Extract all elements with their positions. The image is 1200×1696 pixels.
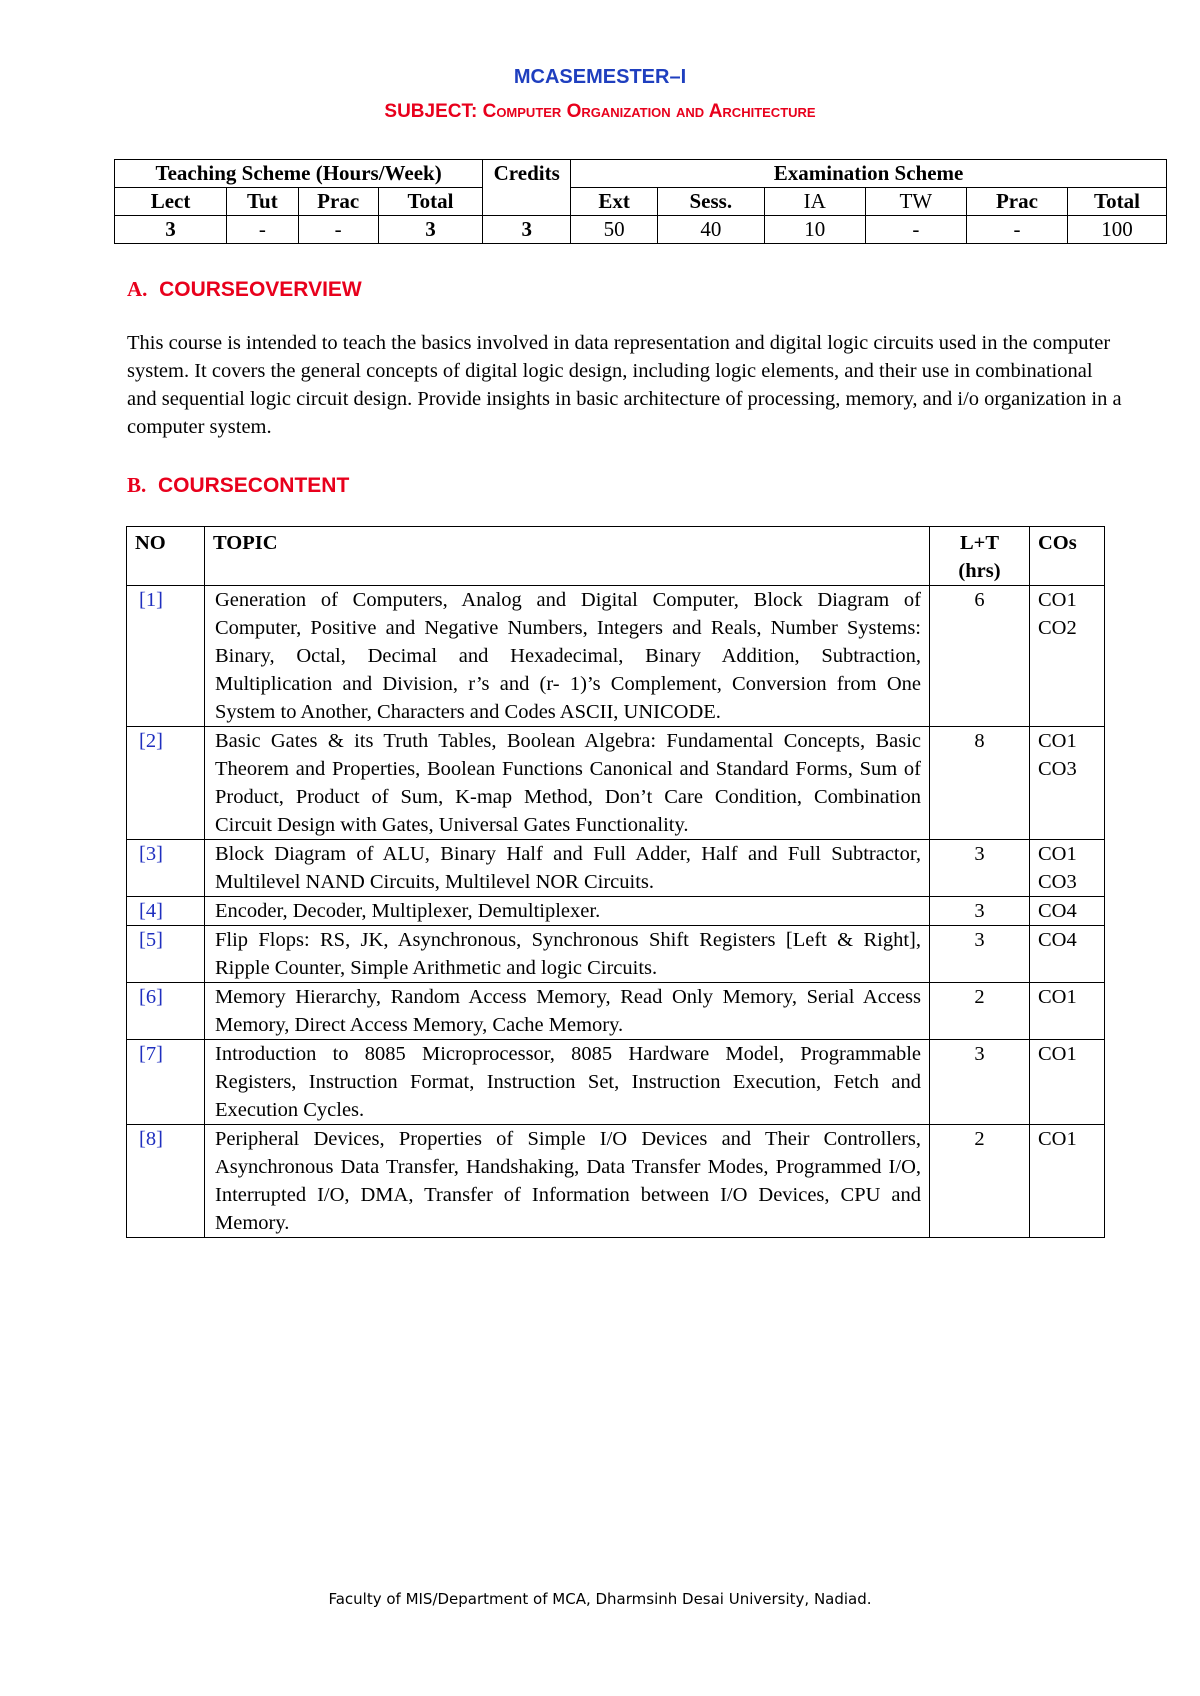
page-footer: Faculty of MIS/Department of MCA, Dharmsinh Desai University, Nadiad. <box>328 1590 872 1608</box>
row-number: [3] <box>127 840 205 897</box>
col-ia: IA <box>764 188 865 216</box>
table-row <box>127 1125 1105 1238</box>
subject-prefix: SUBJECT: <box>384 101 483 122</box>
row-topic: Generation of Computers, Analog and Digital Computer, Block Diagram of Computer, Positive and Negative Numbers, Integers and Reals, Number Systems: Binary, Octal, Decimal and Hexadecimal, Binary Addition, Subtraction, Multiplication and Division, r’s and (r- 1)’s Complement, Conversion from One System to Another, Characters and Codes ASCII, UNICODE. <box>205 586 930 727</box>
row-number: [2] <box>127 727 205 840</box>
row-hours: 2 <box>930 983 1030 1040</box>
col-lect: Lect <box>115 188 227 216</box>
row-number: [8] <box>127 1125 205 1238</box>
col-ext: Ext <box>571 188 658 216</box>
row-hours: 6 <box>930 586 1030 727</box>
row-hours: 3 <box>930 926 1030 983</box>
row-topic: Memory Hierarchy, Random Access Memory, Read Only Memory, Serial Access Memory, Direct Access Memory, Cache Memory. <box>205 983 930 1040</box>
header-cos: COs <box>1030 527 1105 586</box>
content-header-row <box>127 527 1105 586</box>
course-content-table <box>126 526 1105 1238</box>
val-sess: 40 <box>658 216 765 244</box>
row-topic: Block Diagram of ALU, Binary Half and Full Adder, Half and Full Subtractor, Multilevel NAND Circuits, Multilevel NOR Circuits. <box>205 840 930 897</box>
row-hours: 3 <box>930 897 1030 926</box>
exam-scheme-header: Examination Scheme <box>571 160 1167 188</box>
col-tw: TW <box>865 188 966 216</box>
val-exam-total: 100 <box>1068 216 1167 244</box>
row-number: [6] <box>127 983 205 1040</box>
row-cos <box>1030 926 1105 983</box>
row-hours: 2 <box>930 1125 1030 1238</box>
course-outcome: CO1 <box>1038 986 1077 1008</box>
row-hours: 8 <box>930 727 1030 840</box>
val-teaching-total: 3 <box>378 216 482 244</box>
course-outcome: CO1 <box>1038 1043 1077 1065</box>
table-row <box>127 840 1105 897</box>
course-outcome: CO4 <box>1038 929 1077 951</box>
val-exam-prac: - <box>966 216 1067 244</box>
section-b-heading <box>127 473 349 498</box>
semester-title: MCASEMESTER–I <box>513 66 687 88</box>
row-cos <box>1030 586 1105 727</box>
row-cos <box>1030 1040 1105 1125</box>
course-outcome: CO1 <box>1038 730 1077 752</box>
row-topic: Flip Flops: RS, JK, Asynchronous, Synchronous Shift Registers [Left & Right], Ripple Counter, Simple Arithmetic and logic Circuits. <box>205 926 930 983</box>
col-prac: Prac <box>298 188 378 216</box>
course-outcome: CO4 <box>1038 900 1077 922</box>
course-outcome: CO1 <box>1038 589 1077 611</box>
section-a-title: COURSEOVERVIEW <box>159 278 362 301</box>
table-row <box>127 1040 1105 1125</box>
row-topic: Peripheral Devices, Properties of Simple I/O Devices and Their Controllers, Asynchronous Data Transfer, Handshaking, Data Transfer Modes, Programmed I/O, Interrupted I/O, DMA, Transfer of Information between I/O Devices, CPU and Memory. <box>205 1125 930 1238</box>
row-cos <box>1030 1125 1105 1238</box>
row-cos <box>1030 727 1105 840</box>
row-hours: 3 <box>930 1040 1030 1125</box>
course-outcome: CO1 <box>1038 843 1077 865</box>
table-row <box>127 983 1105 1040</box>
row-number: [1] <box>127 586 205 727</box>
table-row <box>127 897 1105 926</box>
section-a-letter: A. <box>127 277 148 301</box>
row-number: [4] <box>127 897 205 926</box>
col-tut: Tut <box>227 188 298 216</box>
row-topic: Encoder, Decoder, Multiplexer, Demultiplexer. <box>205 897 930 926</box>
table-row <box>127 586 1105 727</box>
val-tw: - <box>865 216 966 244</box>
section-a-heading <box>127 277 362 302</box>
col-exam-total: Total <box>1068 188 1167 216</box>
course-outcome: CO1 <box>1038 1128 1077 1150</box>
table-row <box>127 727 1105 840</box>
scheme-table <box>114 159 1167 244</box>
section-b-title: COURSECONTENT <box>157 474 350 497</box>
val-lect: 3 <box>115 216 227 244</box>
subject-name: Computer Organization and Architecture <box>482 101 816 122</box>
credits-header: Credits <box>483 160 571 216</box>
col-teaching-total: Total <box>378 188 482 216</box>
row-number: [7] <box>127 1040 205 1125</box>
val-tut: - <box>227 216 298 244</box>
course-outcome: CO3 <box>1038 871 1077 893</box>
row-topic: Introduction to 8085 Microprocessor, 8085 Hardware Model, Programmable Registers, Instruction Format, Instruction Set, Instruction Execution, Fetch and Execution Cycles. <box>205 1040 930 1125</box>
subject-title <box>0 101 1200 123</box>
val-prac: - <box>298 216 378 244</box>
row-cos <box>1030 840 1105 897</box>
course-outcome: CO2 <box>1038 617 1077 639</box>
val-ext: 50 <box>571 216 658 244</box>
row-topic: Basic Gates & its Truth Tables, Boolean Algebra: Fundamental Concepts, Basic Theorem and Properties, Boolean Functions Canonical and Standard Forms, Sum of Product, Product of Sum, K-map Method, Don’t Care Condition, Combination Circuit Design with Gates, Universal Gates Functionality. <box>205 727 930 840</box>
row-number: [5] <box>127 926 205 983</box>
col-sess: Sess. <box>658 188 765 216</box>
teaching-scheme-header: Teaching Scheme (Hours/Week) <box>115 160 483 188</box>
table-row <box>127 926 1105 983</box>
col-exam-prac: Prac <box>966 188 1067 216</box>
header-hrs: L+T (hrs) <box>930 527 1030 586</box>
header-no: NO <box>127 527 205 586</box>
row-hours: 3 <box>930 840 1030 897</box>
row-cos <box>1030 897 1105 926</box>
val-credits: 3 <box>483 216 571 244</box>
course-overview-text: This course is intended to teach the basics involved in data representation and digital logic circuits used in the computer system. It covers the general concepts of digital logic design, including logic elements, and their use in combinational and sequential logic circuit design. Provide insights in basic architecture of processing, memory, and i/o organization in a computer system. <box>127 332 1122 438</box>
row-cos <box>1030 983 1105 1040</box>
section-b-letter: B. <box>127 473 147 497</box>
course-outcome: CO3 <box>1038 758 1077 780</box>
header-topic: TOPIC <box>205 527 930 586</box>
val-ia: 10 <box>764 216 865 244</box>
